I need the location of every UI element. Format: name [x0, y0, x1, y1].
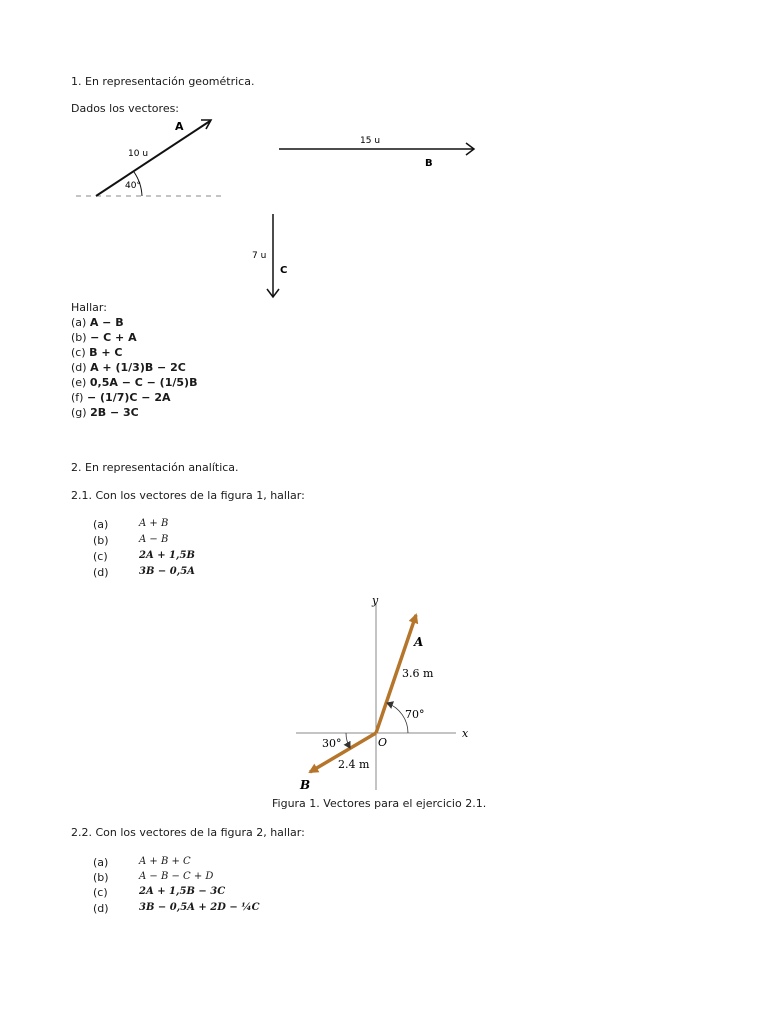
vector-b-angle: 30°	[322, 737, 342, 750]
vector-a-label: A	[414, 635, 424, 649]
figure-1	[290, 590, 480, 795]
vector-a-angle: 70°	[405, 708, 425, 721]
vector-b-magnitude: 2.4 m	[338, 758, 370, 771]
angle-30-arc	[346, 733, 350, 748]
vector-a-magnitude: 10 u	[128, 149, 149, 159]
vector-b-diagram	[275, 130, 485, 175]
x-axis-label: x	[462, 727, 469, 740]
list-item: (e) 0,5A − C − (1/5)B	[71, 376, 198, 389]
vector-a-angle: 40°	[125, 181, 141, 191]
vector-b-magnitude: 15 u	[360, 136, 381, 146]
list-item: (c) B + C	[71, 346, 123, 359]
vector-c-magnitude: 7 u	[252, 251, 267, 261]
sub2-heading: 2.2. Con los vectores de la figura 2, hallar:	[71, 826, 305, 839]
list-item: (g) 2B − 3C	[71, 406, 139, 419]
list-item: (a) A − B	[71, 316, 124, 329]
vector-a-magnitude: 3.6 m	[402, 667, 434, 680]
y-axis-label: y	[372, 594, 379, 607]
list-item: (f) − (1/7)C − 2A	[71, 391, 171, 404]
vector-b-label: B	[425, 158, 433, 169]
list-item: (d) A + (1/3)B − 2C	[71, 361, 186, 374]
section2-heading: 2. En representación analítica.	[71, 461, 239, 474]
list-item: (b) − C + A	[71, 331, 137, 344]
section1-intro: Dados los vectores:	[71, 102, 180, 115]
vector-c-diagram	[248, 210, 298, 302]
vector-a-label: A	[175, 120, 184, 133]
origin-label: O	[378, 736, 388, 749]
section1-heading: 1. En representación geométrica.	[71, 75, 255, 88]
vector-a-line	[96, 121, 210, 196]
vector-c-label: C	[280, 265, 288, 276]
hallar-label: Hallar:	[71, 301, 107, 314]
vector-a-diagram	[70, 112, 240, 204]
figure-1-caption: Figura 1. Vectores para el ejercicio 2.1.	[272, 797, 487, 810]
vector-b-label: B	[300, 778, 311, 792]
sub1-heading: 2.1. Con los vectores de la figura 1, hallar:	[71, 489, 305, 502]
